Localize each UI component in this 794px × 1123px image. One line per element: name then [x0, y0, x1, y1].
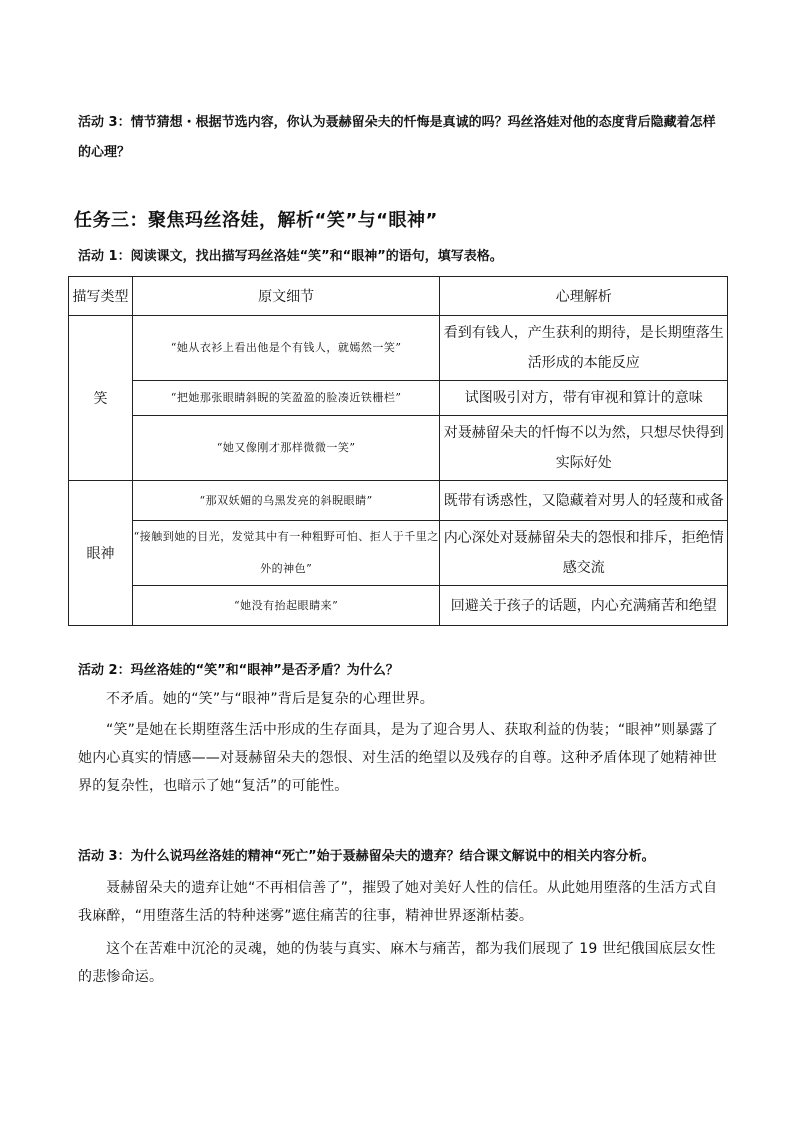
table-row [69, 416, 728, 481]
quote-cell: “她没有抬起眼睛来” [132, 586, 440, 626]
activity2-paragraph-1: 不矛盾。她的“笑”与“眼神”背后是复杂的心理世界。 [106, 691, 435, 707]
activity3-paragraph-2: 这个在苦难中沉沦的灵魂，她的伪装与真实、麻木与痛苦，都为我们展现了 19 世纪俄国底层女性的悲惨命运。 [78, 941, 716, 985]
activity2-question: 活动 2：玛丝洛娃的“笑”和“眼神”是否矛盾？为什么？ [78, 663, 399, 678]
table-row [69, 481, 728, 521]
quote-cell: “把她那张眼睛斜睨的笑盈盈的脸凑近铁栅栏” [132, 381, 440, 416]
analysis-cell: 既带有诱惑性，又隐藏着对男人的轻蔑和戒备 [440, 481, 728, 521]
table-row [69, 521, 728, 586]
analysis-cell: 内心深处对聂赫留朵夫的怨恨和排斥，拒绝情感交流 [440, 521, 728, 586]
activity2-paragraph-2: “笑”是她在长期堕落生活中形成的生存面具，是为了迎合男人、获取利益的伪装；“眼神”则暴露了她内心真实的情感——对聂赫留朵夫的怨恨、对生活的绝望以及残存的自尊。这种矛盾体现了她精神世界的复杂性，也暗示了她“复活”的可能性。 [78, 722, 719, 794]
activity3-paragraph-1: 聂赫留朵夫的遗弃让她“不再相信善了”，摧毁了她对美好人性的信任。从此她用堕落的生活方式自我麻醉，“用堕落生活的特种迷雾”遮住痛苦的往事，精神世界逐渐枯萎。 [78, 880, 718, 924]
quote-cell: “接触到她的目光，发觉其中有一种粗野可怕、拒人于千里之外的神色” [132, 521, 440, 586]
analysis-cell: 对聂赫留朵夫的忏悔不以为然，只想尽快得到实际好处 [440, 416, 728, 481]
category-cell: 笑 [69, 316, 133, 481]
table-row [69, 381, 728, 416]
quote-cell: “她又像刚才那样微微一笑” [132, 416, 440, 481]
table-header: 描写类型 [69, 277, 133, 316]
category-cell: 眼神 [69, 481, 133, 626]
quote-cell: “她从衣衫上看出他是个有钱人，就嫣然一笑” [132, 316, 440, 381]
analysis-cell: 看到有钱人，产生获利的期待，是长期堕落生活形成的本能反应 [440, 316, 728, 381]
description-table [68, 276, 728, 626]
table-header-row [69, 277, 728, 316]
activity3-top-question: 活动 3：情节猜想・根据节选内容，你认为聂赫留朵夫的忏悔是真诚的吗？玛丝洛娃对他的态度背后隐藏着怎样的心理？ [78, 115, 716, 160]
activity1-question: 活动 1：阅读课文，找出描写玛丝洛娃“笑”和“眼神”的语句，填写表格。 [78, 249, 503, 264]
analysis-cell: 试图吸引对方，带有审视和算计的意味 [440, 381, 728, 416]
activity3-question: 活动 3：为什么说玛丝洛娃的精神“死亡”始于聂赫留朵夫的遗弃？结合课文解说中的相关内容分析。 [78, 849, 655, 864]
task3-heading: 任务三：聚焦玛丝洛娃，解析“笑”与“眼神” [74, 210, 438, 231]
table-header: 心理解析 [440, 277, 728, 316]
table-header: 原文细节 [132, 277, 440, 316]
quote-cell: “那双妖媚的乌黑发亮的斜睨眼睛” [132, 481, 440, 521]
table-row [69, 316, 728, 381]
table-row [69, 586, 728, 626]
analysis-cell: 回避关于孩子的话题，内心充满痛苦和绝望 [440, 586, 728, 626]
